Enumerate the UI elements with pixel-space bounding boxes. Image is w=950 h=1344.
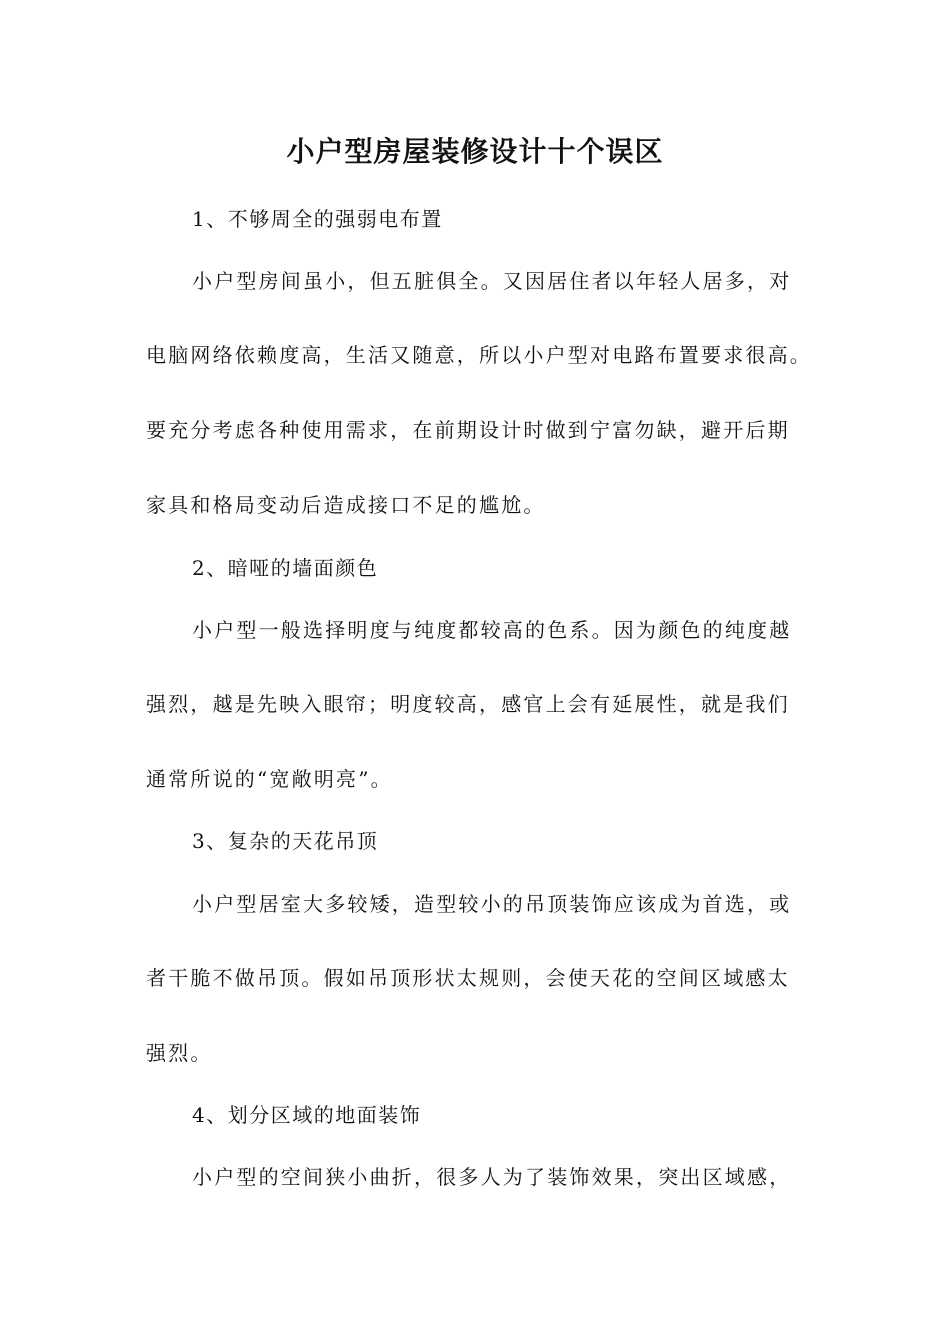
paragraph-line: 通常所说的“宽敞明亮”。 <box>146 767 393 791</box>
paragraph-line: 小户型一般选择明度与纯度都较高的色系。因为颜色的纯度越 <box>192 618 792 642</box>
paragraph-line: 者干脆不做吊顶。假如吊顶形状太规则，会使天花的空间区域感太 <box>146 966 790 990</box>
paragraph-line: 小户型的空间狭小曲折，很多人为了装饰效果，突出区域感， <box>192 1165 792 1189</box>
section-heading: 4、划分区域的地面装饰 <box>192 1103 422 1127</box>
paragraph-line: 家具和格局变动后造成接口不足的尴尬。 <box>146 493 546 517</box>
paragraph-line: 小户型居室大多较矮，造型较小的吊顶装饰应该成为首选，或 <box>192 892 792 916</box>
document-title: 小户型房屋装修设计十个误区 <box>286 135 664 168</box>
section-heading: 1、不够周全的强弱电布置 <box>192 207 443 231</box>
paragraph-line: 电脑网络依赖度高，生活又随意，所以小户型对电路布置要求很高。 <box>146 343 812 367</box>
paragraph-line: 小户型房间虽小，但五脏俱全。又因居住者以年轻人居多，对 <box>192 269 792 293</box>
paragraph-line: 强烈。 <box>146 1041 213 1065</box>
section-heading: 2、暗哑的墙面颜色 <box>192 556 379 580</box>
paragraph-line: 强烈，越是先映入眼帘；明度较高，感官上会有延展性，就是我们 <box>146 692 790 716</box>
paragraph-line: 要充分考虑各种使用需求，在前期设计时做到宁富勿缺，避开后期 <box>146 418 790 442</box>
section-heading: 3、复杂的天花吊顶 <box>192 829 379 853</box>
